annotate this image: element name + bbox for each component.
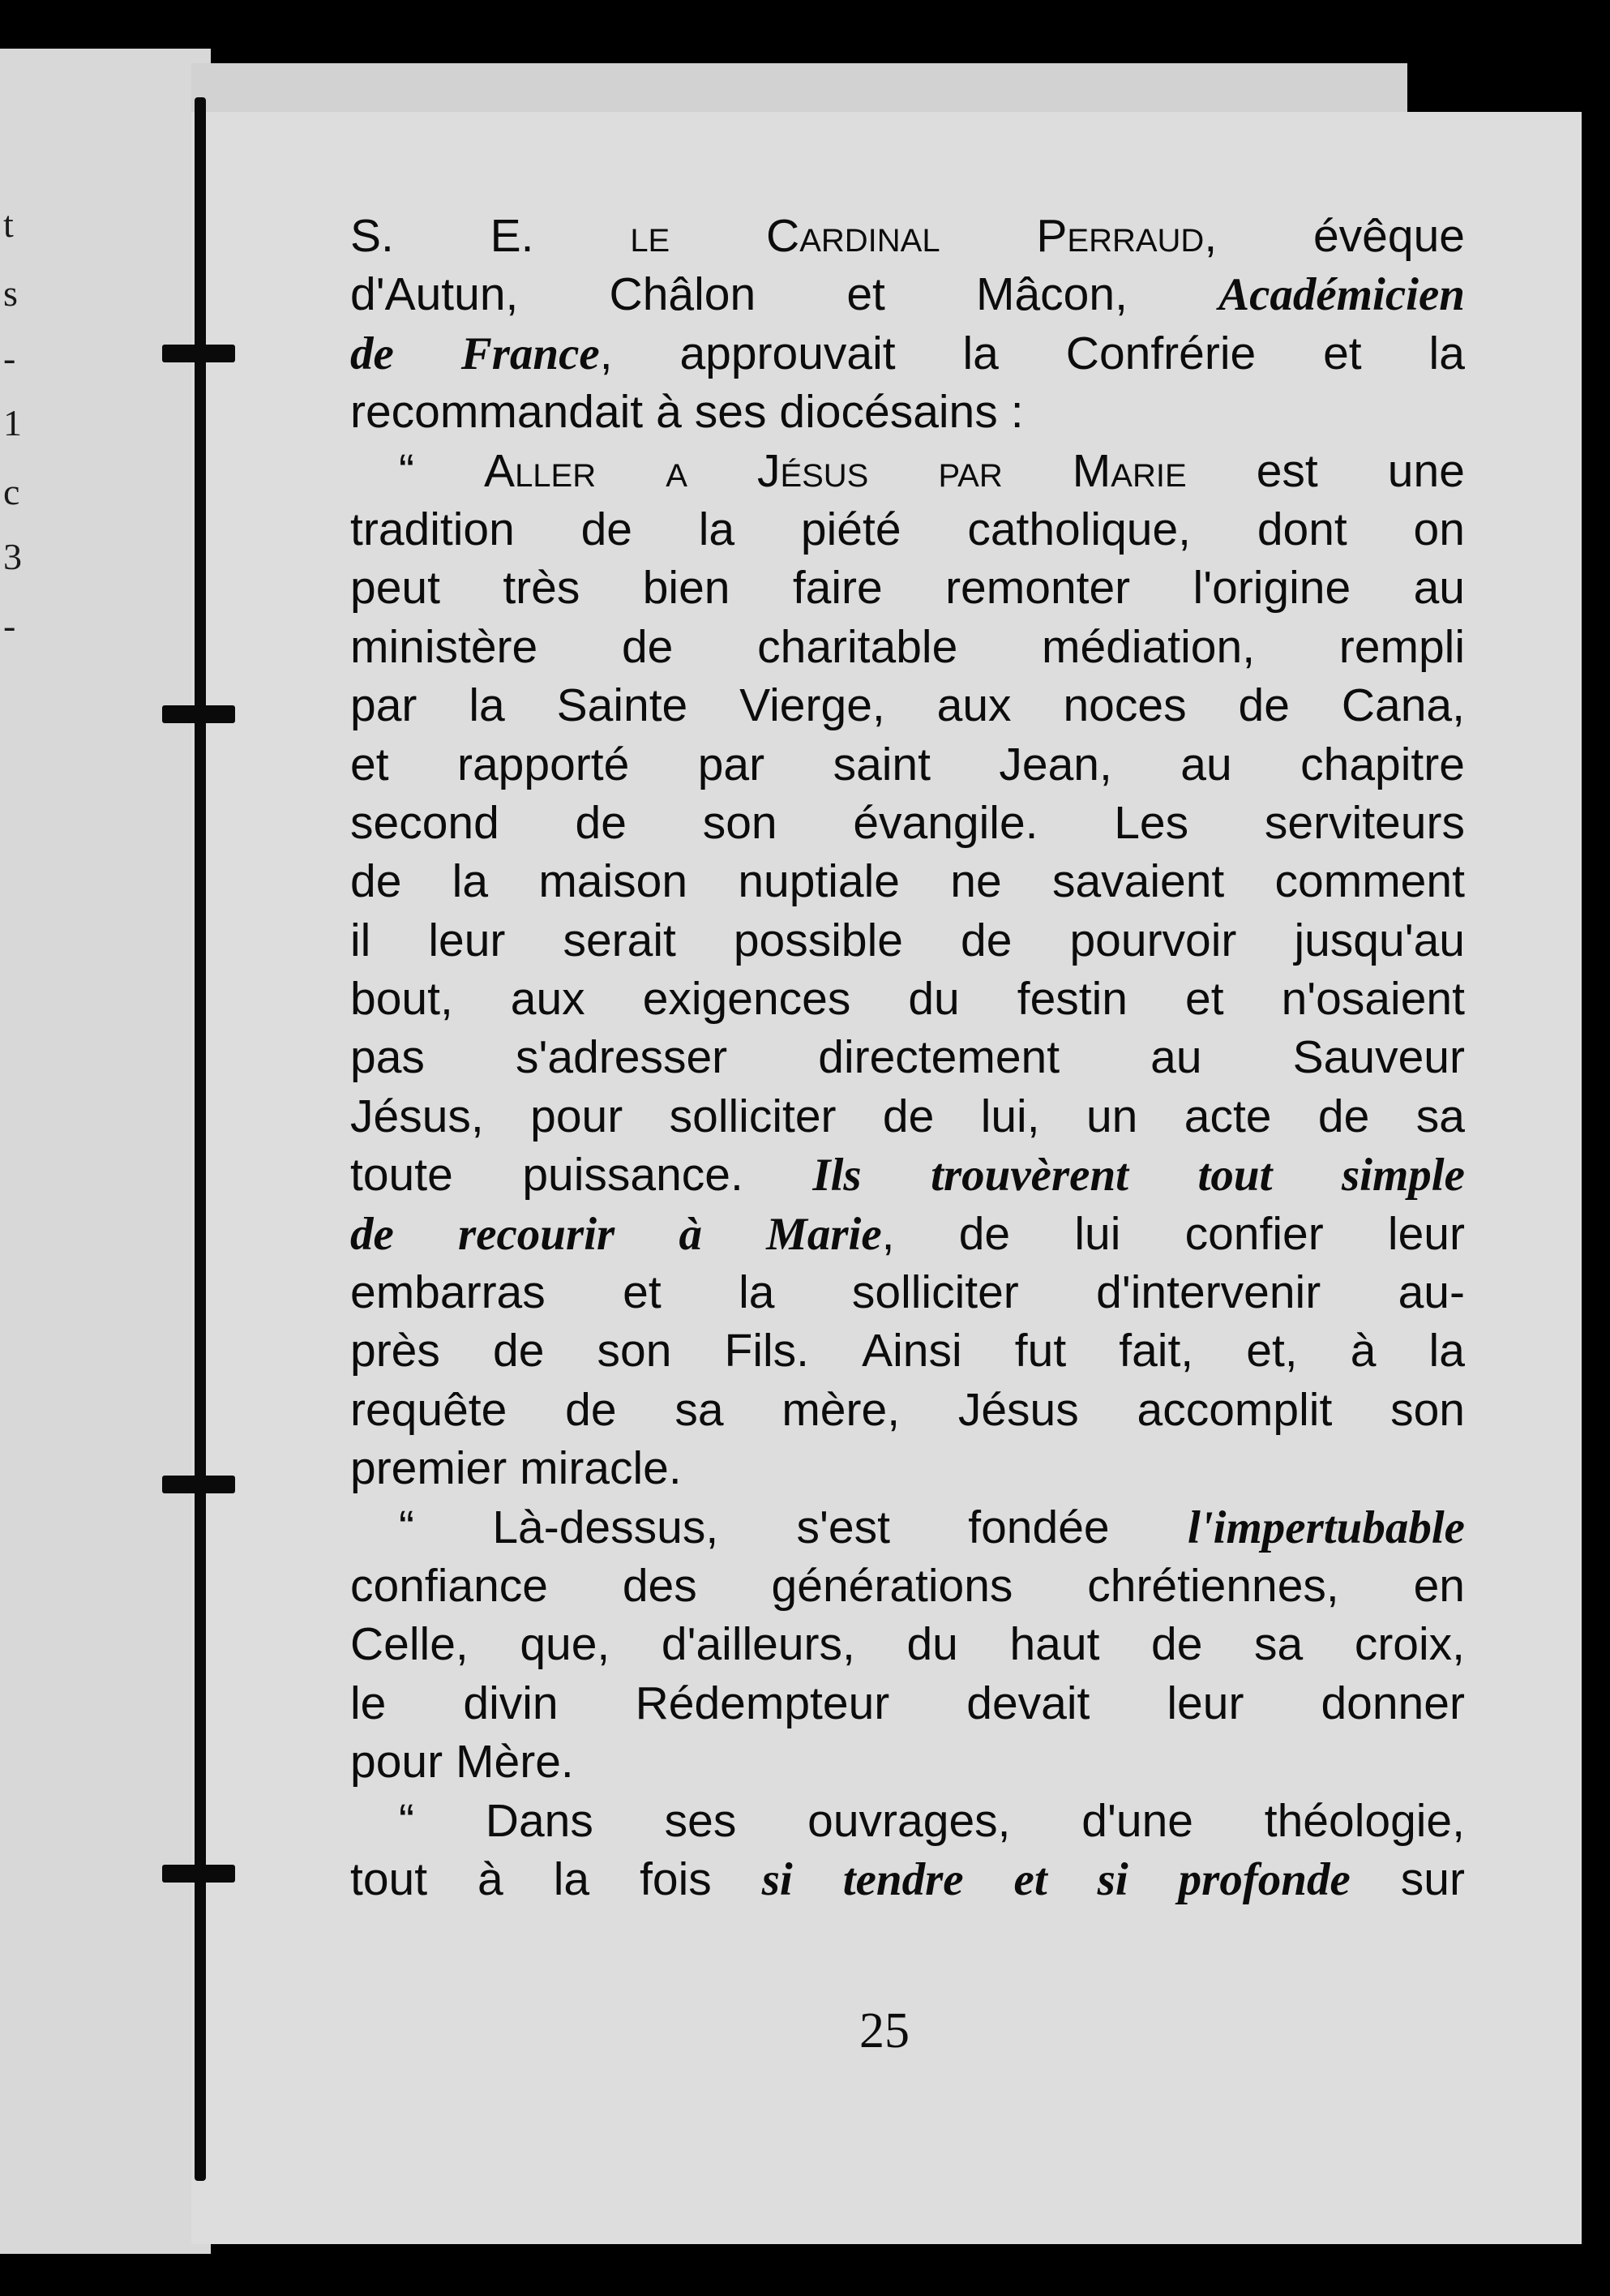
word: de [350, 855, 402, 908]
left-page-margin [0, 49, 211, 2254]
word: leur [1387, 1207, 1465, 1260]
word: Mâcon, [976, 268, 1128, 321]
word: festin [1017, 973, 1128, 1026]
text-line [350, 1792, 1465, 1850]
word: confier [1184, 1207, 1324, 1260]
text-line [350, 559, 1465, 617]
word: et [1013, 1853, 1047, 1905]
word: Fils. [724, 1325, 810, 1377]
word: par [697, 738, 765, 790]
word: à [679, 1208, 702, 1260]
word: ses [664, 1794, 737, 1847]
word: Aller [484, 444, 597, 497]
word: E. [490, 210, 534, 262]
word: second [350, 796, 499, 849]
word: fois [640, 1853, 712, 1905]
text-line [350, 1850, 1465, 1908]
word: toute [350, 1149, 453, 1202]
word: chrétiennes, [1087, 1559, 1339, 1612]
text-line [350, 265, 1465, 323]
word: au [1180, 738, 1232, 790]
text-line [350, 442, 1465, 500]
word: Académicien [1218, 269, 1465, 321]
word: Les [1114, 796, 1189, 849]
word: le [350, 1677, 387, 1729]
word: haut [1009, 1618, 1100, 1671]
word: sa [674, 1383, 724, 1436]
word: savaient [1051, 855, 1225, 908]
word: remonter [945, 562, 1131, 615]
word: de [621, 620, 674, 673]
word: de [493, 1325, 545, 1377]
word: un [1085, 1090, 1138, 1142]
word: très [503, 562, 580, 615]
left-page-fragment: 3 [3, 536, 22, 577]
text-line [350, 500, 1465, 559]
word: Jésus, [350, 1090, 484, 1142]
text-line [350, 324, 1465, 383]
word: leur [1167, 1677, 1244, 1729]
binding-stitch [162, 345, 235, 362]
word: rempli [1338, 620, 1465, 673]
word: la [698, 503, 735, 555]
word: maison [538, 855, 688, 908]
word: ministère [350, 620, 538, 673]
word: pas [350, 1031, 425, 1084]
text-line [350, 1263, 1465, 1321]
word: croix, [1354, 1618, 1465, 1671]
text-line [350, 618, 1465, 676]
word: s'est [796, 1501, 890, 1553]
text-line [350, 1087, 1465, 1146]
word: Ainsi [862, 1325, 962, 1377]
word: donner [1321, 1677, 1465, 1729]
word: profonde [1178, 1853, 1351, 1905]
word: au- [1398, 1266, 1465, 1319]
word: évangile. [853, 796, 1038, 849]
word: noces [1063, 679, 1187, 732]
word: de [565, 1383, 617, 1436]
word: tradition [350, 503, 515, 555]
word: ne [950, 855, 1002, 908]
binding-stitch [162, 1476, 235, 1493]
text-line [350, 1498, 1465, 1557]
text-line [350, 1028, 1465, 1086]
text-line [350, 911, 1465, 970]
page-number: 25 [859, 2003, 910, 2058]
word: “ [399, 444, 414, 497]
word: Jean, [999, 738, 1112, 790]
word: Celle, [350, 1618, 469, 1671]
word: diocésains [779, 386, 998, 439]
word: d'ailleurs, [661, 1618, 855, 1671]
word: nuptiale [738, 855, 900, 908]
word: n'osaient [1281, 973, 1465, 1026]
word: de [580, 503, 632, 555]
word: : [1010, 386, 1024, 439]
body-text [350, 207, 1465, 1908]
word: Sauveur [1292, 1031, 1465, 1084]
word: au [1413, 562, 1465, 615]
word: Cardinal [766, 210, 940, 262]
word: simple [1341, 1150, 1465, 1202]
word: peut [350, 562, 440, 615]
word: S. [350, 210, 394, 262]
word: Jésus [957, 1383, 1079, 1436]
word: rapporté [456, 738, 630, 790]
word: approuvait [679, 327, 896, 379]
word: chapitre [1300, 738, 1465, 790]
word: et [623, 1266, 662, 1319]
word: près [350, 1325, 440, 1377]
word: son [702, 796, 777, 849]
word: sa [1415, 1090, 1465, 1142]
word: devait [966, 1677, 1090, 1729]
word: directement [818, 1031, 1060, 1084]
word: fut [1014, 1325, 1067, 1377]
word: sur [1400, 1853, 1465, 1905]
word: du [906, 1618, 958, 1671]
binding-stitch [162, 1865, 235, 1883]
word: le [630, 210, 670, 262]
word: on [1413, 503, 1465, 555]
word: Là-dessus, [492, 1501, 719, 1553]
word: l'origine [1193, 562, 1351, 615]
word: acte [1184, 1090, 1272, 1142]
word: premier [350, 1442, 507, 1495]
word: charitable [757, 620, 958, 673]
word: “ [399, 1794, 414, 1847]
word: générations [771, 1559, 1013, 1612]
word: Rédempteur [635, 1677, 890, 1729]
word: requête [350, 1383, 507, 1436]
word: et, [1246, 1325, 1298, 1377]
word: catholique, [967, 503, 1192, 555]
word: lui [1074, 1207, 1121, 1260]
word: jusqu'au [1294, 914, 1465, 966]
word: la [553, 1853, 590, 1905]
word: tendre [842, 1853, 964, 1905]
word: l'impertubable [1187, 1501, 1465, 1553]
word: “ [399, 1501, 414, 1553]
text-line [350, 1557, 1465, 1615]
word: Sainte [556, 679, 688, 732]
word: saint [833, 738, 931, 790]
word: de [1151, 1618, 1203, 1671]
text-line [350, 1146, 1465, 1204]
word: comment [1274, 855, 1465, 908]
word: Perraud, [1036, 210, 1218, 262]
word: à [1350, 1325, 1377, 1377]
word: Confrérie [1065, 327, 1257, 379]
word: trouvèrent [931, 1150, 1128, 1202]
text-line [350, 1733, 1465, 1791]
word: serait [563, 914, 676, 966]
word: solliciter [669, 1090, 837, 1142]
word: de [958, 1207, 1011, 1260]
binding-stitch [162, 705, 235, 723]
text-line [350, 1381, 1465, 1439]
word: la [469, 679, 505, 732]
word: leur [428, 914, 506, 966]
word: recourir [458, 1208, 615, 1260]
text-line [350, 207, 1465, 265]
word: possible [733, 914, 903, 966]
word: a [666, 444, 687, 497]
word: la [1428, 1325, 1465, 1377]
word: s'adresser [516, 1031, 728, 1084]
word: pourvoir [1069, 914, 1237, 966]
word: pour [350, 1736, 443, 1788]
word: de [882, 1090, 935, 1142]
word: que, [520, 1618, 610, 1671]
word: France, [460, 327, 613, 379]
word: fondée [968, 1501, 1110, 1553]
word: si [761, 1853, 793, 1905]
word: de [1317, 1090, 1370, 1142]
word: tout [1197, 1150, 1273, 1202]
word: serviteurs [1264, 796, 1465, 849]
word: aux [510, 973, 585, 1026]
word: Cana, [1341, 679, 1465, 732]
word: mère, [781, 1383, 901, 1436]
word: une [1387, 444, 1465, 497]
word: son [597, 1325, 672, 1377]
word: ouvrages, [807, 1794, 1011, 1847]
left-page-fragment: c [3, 471, 20, 512]
word: Mère. [456, 1736, 574, 1788]
word: Vierge, [739, 679, 885, 732]
word: d'Autun, [350, 268, 519, 321]
left-page-fragment: t [3, 203, 14, 245]
word: de [575, 796, 627, 849]
word: à [656, 386, 682, 439]
word: évêque [1312, 210, 1465, 262]
word: bout, [350, 973, 453, 1026]
word: est [1256, 444, 1318, 497]
word: la [739, 1266, 775, 1319]
word: et [846, 268, 885, 321]
word: son [1390, 1383, 1465, 1436]
word: fait, [1119, 1325, 1194, 1377]
word: accomplit [1137, 1383, 1333, 1436]
word: et [1185, 973, 1224, 1026]
word: d'intervenir [1096, 1266, 1321, 1319]
text-line [350, 1321, 1465, 1380]
word: embarras [350, 1266, 546, 1319]
word: théologie, [1264, 1794, 1465, 1847]
text-line [350, 383, 1465, 441]
text-line [350, 852, 1465, 910]
word: de [961, 914, 1013, 966]
word: dont [1257, 503, 1347, 555]
word: tout [350, 1853, 428, 1905]
word: exigences [642, 973, 851, 1026]
word: Marie [1072, 444, 1187, 497]
text-line [350, 1674, 1465, 1733]
left-page-fragment: s [3, 272, 18, 314]
word: Ils [812, 1150, 862, 1202]
word: sa [1254, 1618, 1304, 1671]
text-line [350, 1615, 1465, 1673]
word: il [350, 914, 371, 966]
word: solliciter [851, 1266, 1019, 1319]
word: Marie, [766, 1207, 895, 1260]
word: pour [530, 1090, 623, 1142]
word: si [1097, 1853, 1128, 1905]
text-line [350, 1439, 1465, 1497]
word: puissance. [522, 1149, 743, 1202]
word: recommandait [350, 386, 644, 439]
word: la [962, 327, 999, 379]
text-line [350, 970, 1465, 1028]
word: faire [792, 562, 883, 615]
word: la [452, 855, 489, 908]
word: Dans [485, 1794, 593, 1847]
text-line [350, 735, 1465, 794]
word: miracle. [520, 1442, 682, 1495]
word: aux [936, 679, 1012, 732]
word: bien [642, 562, 730, 615]
word: de [1238, 679, 1290, 732]
text-line [350, 794, 1465, 852]
word: des [622, 1559, 697, 1612]
word: à [477, 1853, 503, 1905]
word: d'une [1081, 1794, 1193, 1847]
text-line [350, 676, 1465, 735]
word: divin [463, 1677, 559, 1729]
word: piété [800, 503, 901, 555]
word: de [350, 328, 394, 379]
word: par [938, 444, 1003, 497]
word: la [1428, 327, 1465, 379]
word: médiation, [1042, 620, 1256, 673]
text-line [350, 1205, 1465, 1263]
left-page-fragment: 1 [3, 402, 22, 443]
word: au [1150, 1031, 1202, 1084]
word: du [908, 973, 960, 1026]
word: ses [694, 386, 767, 439]
word: Châlon [609, 268, 756, 321]
word: confiance [350, 1559, 549, 1612]
left-page-fragment: - [3, 605, 16, 646]
word: et [350, 738, 389, 790]
word: de [350, 1208, 394, 1260]
word: Jésus [756, 444, 869, 497]
word: par [350, 679, 417, 732]
left-page-fragment: - [3, 337, 16, 379]
word: en [1413, 1559, 1465, 1612]
word: et [1323, 327, 1362, 379]
word: lui, [980, 1090, 1040, 1142]
